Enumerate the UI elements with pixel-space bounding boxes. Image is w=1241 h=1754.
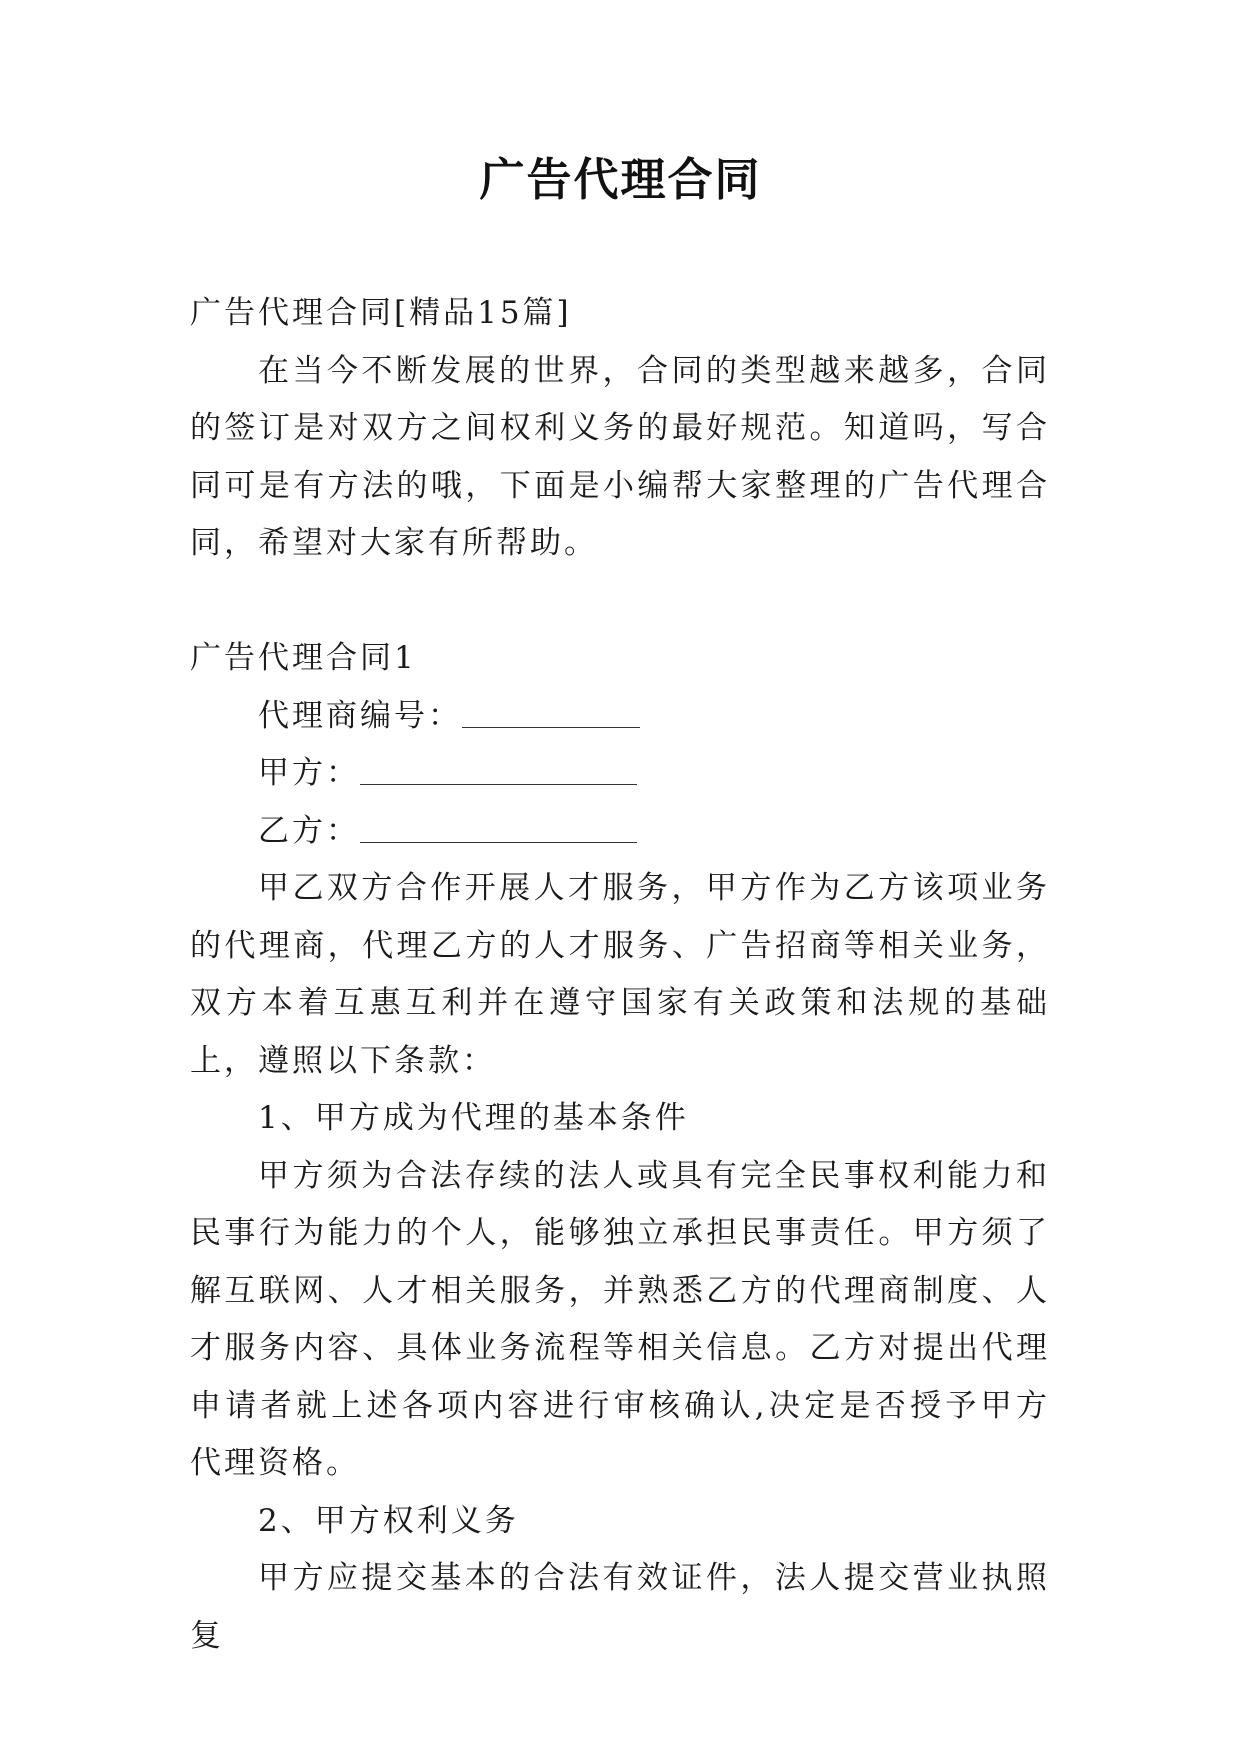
party-a-field	[190, 745, 1050, 803]
document-title: 广告代理合同	[479, 153, 762, 206]
clause-1-heading: 1、甲方成为代理的基本条件	[258, 1100, 689, 1136]
party-a-label: 甲方：	[258, 755, 360, 791]
party-b-field	[190, 803, 1050, 861]
clause-1-text: 甲方须为合法存续的法人或具有完全民事权利能力和民事行为能力的个人，能够独立承担民事责任。甲方须了解互联网、人才相关服务，并熟悉乙方的代理商制度、人才服务内容、具体业务流程等相关信息。乙方对提出代理申请者就上述各项内容进行审核确认,决定是否授予甲方代理资格。	[190, 1157, 1050, 1481]
cooperation-paragraph: 甲乙双方合作开展人才服务，甲方作为乙方该项业务的代理商，代理乙方的人才服务、广告招商等相关业务，双方本着互惠互利并在遵守国家有关政策和法规的基础上，遵照以下条款：	[190, 870, 1050, 1079]
intro-paragraph: 在当今不断发展的世界，合同的类型越来越多，合同的签订是对双方之间权利义务的最好规范。知道吗，写合同可是有方法的哦，下面是小编帮大家整理的广告代理合同，希望对大家有所帮助。	[190, 352, 1050, 561]
blank-line	[190, 573, 1050, 631]
section-heading: 广告代理合同1	[190, 640, 417, 676]
document-body	[190, 285, 1050, 1665]
party-b-label: 乙方：	[258, 812, 360, 849]
clause-2-text: 甲方应提交基本的合法有效证件，法人提交营业执照复	[190, 1560, 1050, 1654]
party-a-blank	[360, 754, 637, 785]
agent-number-blank	[462, 697, 640, 728]
document-subtitle: 广告代理合同[精品15篇]	[190, 295, 572, 331]
party-b-blank	[360, 812, 637, 843]
agent-number-field	[190, 688, 1050, 746]
clause-2-heading: 2、甲方权利义务	[258, 1502, 519, 1539]
agent-number-label: 代理商编号：	[258, 697, 462, 734]
